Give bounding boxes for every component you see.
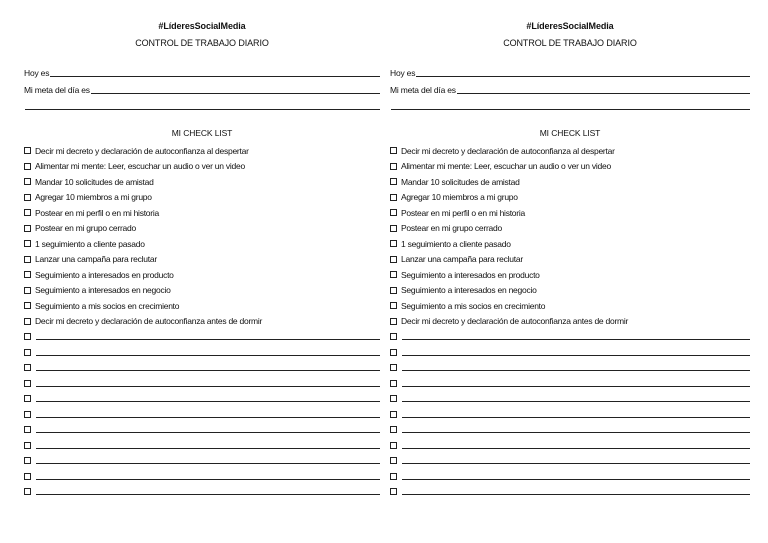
checklist-item[interactable] bbox=[24, 205, 380, 221]
checklist-title: MI CHECK LIST bbox=[539, 128, 601, 138]
blank-checklist-item[interactable] bbox=[390, 329, 750, 345]
goal-label: Mi meta del día es bbox=[390, 85, 456, 95]
checkbox[interactable] bbox=[24, 256, 31, 263]
checkbox[interactable] bbox=[24, 287, 31, 294]
blank-write-line[interactable] bbox=[402, 370, 750, 371]
checklist-item-label: Seguimiento a mis socios en crecimiento bbox=[35, 300, 180, 311]
blank-write-line[interactable] bbox=[402, 401, 750, 402]
checkbox[interactable] bbox=[390, 349, 397, 356]
today-write-line[interactable] bbox=[50, 76, 380, 77]
checkbox[interactable] bbox=[24, 457, 31, 464]
checkbox[interactable] bbox=[390, 163, 397, 170]
checkbox[interactable] bbox=[24, 380, 31, 387]
checkbox[interactable] bbox=[390, 488, 397, 495]
checklist-item-label: Decir mi decreto y declaración de autoconfianza antes de dormir bbox=[401, 316, 629, 327]
checkbox[interactable] bbox=[24, 225, 31, 232]
blank-write-line[interactable] bbox=[402, 339, 750, 340]
checkbox[interactable] bbox=[390, 395, 397, 402]
blank-write-line[interactable] bbox=[402, 386, 750, 387]
checklist-item-label: Mandar 10 solicitudes de amistad bbox=[401, 176, 520, 187]
blank-checklist-item[interactable] bbox=[390, 453, 750, 469]
checklist-item-label: Seguimiento a interesados en producto bbox=[35, 269, 174, 280]
checklist-item-label: Alimentar mi mente: Leer, escuchar un audio o ver un video bbox=[401, 161, 611, 172]
checklist-item[interactable] bbox=[24, 159, 380, 175]
blank-checklist-item[interactable] bbox=[24, 360, 380, 376]
checklist-item[interactable] bbox=[24, 267, 380, 283]
checklist-item[interactable] bbox=[24, 314, 380, 330]
checkbox[interactable] bbox=[390, 194, 397, 201]
checkbox[interactable] bbox=[390, 225, 397, 232]
checklist-item-label: Decir mi decreto y declaración de autoconfianza al despertar bbox=[401, 145, 615, 156]
checkbox[interactable] bbox=[24, 209, 31, 216]
checklist-item-label: Mandar 10 solicitudes de amistad bbox=[35, 176, 154, 187]
checklist-item-label: Seguimiento a interesados en producto bbox=[401, 269, 540, 280]
checkbox[interactable] bbox=[24, 178, 31, 185]
checkbox[interactable] bbox=[390, 318, 397, 325]
checklist bbox=[390, 143, 750, 500]
blank-checklist-item[interactable] bbox=[24, 422, 380, 438]
checkbox[interactable] bbox=[390, 364, 397, 371]
checkbox[interactable] bbox=[24, 426, 31, 433]
checklist-item-label: Alimentar mi mente: Leer, escuchar un audio o ver un video bbox=[35, 161, 245, 172]
goal-write-line[interactable] bbox=[91, 93, 380, 94]
checklist-item[interactable] bbox=[24, 143, 380, 159]
checkbox[interactable] bbox=[390, 442, 397, 449]
blank-write-line[interactable] bbox=[36, 355, 380, 356]
blank-checklist-item[interactable] bbox=[24, 329, 380, 345]
checklist-item[interactable] bbox=[390, 236, 750, 252]
goal-field[interactable] bbox=[24, 83, 380, 95]
blank-checklist-item[interactable] bbox=[390, 407, 750, 423]
checkbox[interactable] bbox=[24, 194, 31, 201]
checklist-item[interactable] bbox=[24, 174, 380, 190]
today-field[interactable] bbox=[390, 66, 750, 78]
checkbox[interactable] bbox=[390, 287, 397, 294]
hashtag-heading: #LíderesSocialMedia bbox=[158, 21, 246, 31]
checklist-item-label: Seguimiento a mis socios en crecimiento bbox=[401, 300, 546, 311]
blank-checklist-item[interactable] bbox=[390, 422, 750, 438]
checkbox[interactable] bbox=[390, 411, 397, 418]
checklist-item-label: Postear en mi grupo cerrado bbox=[35, 223, 136, 234]
checklist-item[interactable] bbox=[390, 190, 750, 206]
checklist-item-label: Decir mi decreto y declaración de autoconfianza al despertar bbox=[35, 145, 249, 156]
checkbox[interactable] bbox=[390, 178, 397, 185]
blank-write-line[interactable] bbox=[402, 432, 750, 433]
checkbox[interactable] bbox=[390, 473, 397, 480]
checklist-item-label: Lanzar una campaña para reclutar bbox=[401, 254, 523, 265]
goal-extra-line[interactable] bbox=[390, 99, 750, 111]
blank-checklist-item[interactable] bbox=[390, 376, 750, 392]
checklist-item[interactable] bbox=[390, 267, 750, 283]
checklist-title: MI CHECK LIST bbox=[171, 128, 233, 138]
checkbox[interactable] bbox=[390, 147, 397, 154]
checklist-item-label: Lanzar una campaña para reclutar bbox=[35, 254, 157, 265]
checkbox[interactable] bbox=[24, 318, 31, 325]
checkbox[interactable] bbox=[24, 349, 31, 356]
checkbox[interactable] bbox=[24, 473, 31, 480]
checkbox[interactable] bbox=[390, 380, 397, 387]
checklist-item[interactable] bbox=[390, 314, 750, 330]
checklist-item[interactable] bbox=[390, 143, 750, 159]
blank-write-line[interactable] bbox=[36, 370, 380, 371]
checkbox[interactable] bbox=[24, 395, 31, 402]
checklist-item-label: 1 seguimiento a cliente pasado bbox=[35, 238, 145, 249]
blank-write-line[interactable] bbox=[36, 339, 380, 340]
blank-checklist-item[interactable] bbox=[24, 376, 380, 392]
sheet-left bbox=[24, 0, 380, 543]
checkbox[interactable] bbox=[390, 240, 397, 247]
goal-field[interactable] bbox=[390, 83, 750, 95]
checkbox[interactable] bbox=[24, 147, 31, 154]
blank-write-line[interactable] bbox=[36, 479, 380, 480]
checklist-item[interactable] bbox=[24, 236, 380, 252]
checkbox[interactable] bbox=[24, 333, 31, 340]
blank-checklist-item[interactable] bbox=[390, 391, 750, 407]
blank-checklist-item[interactable] bbox=[24, 407, 380, 423]
checkbox[interactable] bbox=[390, 457, 397, 464]
goal-write-line-2[interactable] bbox=[391, 109, 750, 110]
blank-checklist-item[interactable] bbox=[24, 345, 380, 361]
checklist-item-label: Decir mi decreto y declaración de autoconfianza antes de dormir bbox=[35, 316, 263, 327]
blank-write-line[interactable] bbox=[402, 417, 750, 418]
blank-checklist-item[interactable] bbox=[390, 484, 750, 500]
checkbox[interactable] bbox=[390, 333, 397, 340]
blank-checklist-item[interactable] bbox=[390, 438, 750, 454]
checkbox[interactable] bbox=[24, 442, 31, 449]
checklist-item[interactable] bbox=[390, 174, 750, 190]
blank-checklist-item[interactable] bbox=[390, 469, 750, 485]
checklist-item[interactable] bbox=[390, 283, 750, 299]
checkbox[interactable] bbox=[24, 364, 31, 371]
checklist-item[interactable] bbox=[390, 298, 750, 314]
blank-write-line[interactable] bbox=[402, 448, 750, 449]
blank-checklist-item[interactable] bbox=[24, 453, 380, 469]
checkbox[interactable] bbox=[24, 302, 31, 309]
checkbox[interactable] bbox=[390, 426, 397, 433]
checklist-item-label: Seguimiento a interesados en negocio bbox=[35, 285, 171, 296]
checklist-item[interactable] bbox=[390, 252, 750, 268]
checklist-item[interactable] bbox=[390, 205, 750, 221]
blank-write-line[interactable] bbox=[36, 448, 380, 449]
checkbox[interactable] bbox=[24, 488, 31, 495]
checklist-item-label: Agregar 10 miembros a mi grupo bbox=[35, 192, 152, 203]
checklist-item-label: Agregar 10 miembros a mi grupo bbox=[401, 192, 518, 203]
checklist-item-label: Postear en mi perfil o en mi historia bbox=[35, 207, 159, 218]
checkbox[interactable] bbox=[390, 271, 397, 278]
today-label: Hoy es bbox=[24, 68, 50, 78]
checklist-item[interactable] bbox=[24, 283, 380, 299]
blank-checklist-item[interactable] bbox=[390, 345, 750, 361]
blank-write-line[interactable] bbox=[36, 432, 380, 433]
page-title: CONTROL DE TRABAJO DIARIO bbox=[135, 38, 269, 48]
goal-write-line[interactable] bbox=[457, 93, 750, 94]
checkbox[interactable] bbox=[390, 302, 397, 309]
blank-write-line[interactable] bbox=[402, 479, 750, 480]
today-label: Hoy es bbox=[390, 68, 416, 78]
today-write-line[interactable] bbox=[416, 76, 750, 77]
checklist-item[interactable] bbox=[24, 252, 380, 268]
blank-write-line[interactable] bbox=[36, 401, 380, 402]
hashtag-heading: #LíderesSocialMedia bbox=[526, 21, 614, 31]
blank-write-line[interactable] bbox=[402, 463, 750, 464]
today-field[interactable] bbox=[24, 66, 380, 78]
blank-checklist-item[interactable] bbox=[24, 484, 380, 500]
checklist-item-label: 1 seguimiento a cliente pasado bbox=[401, 238, 511, 249]
checklist-item[interactable] bbox=[24, 298, 380, 314]
checklist-item-label: Seguimiento a interesados en negocio bbox=[401, 285, 537, 296]
blank-checklist-item[interactable] bbox=[24, 391, 380, 407]
goal-label: Mi meta del día es bbox=[24, 85, 90, 95]
page-title: CONTROL DE TRABAJO DIARIO bbox=[503, 38, 637, 48]
blank-checklist-item[interactable] bbox=[390, 360, 750, 376]
checkbox[interactable] bbox=[24, 271, 31, 278]
blank-write-line[interactable] bbox=[36, 494, 380, 495]
checklist-item-label: Postear en mi perfil o en mi historia bbox=[401, 207, 525, 218]
blank-write-line[interactable] bbox=[36, 386, 380, 387]
checkbox[interactable] bbox=[390, 209, 397, 216]
checklist-item[interactable] bbox=[390, 221, 750, 237]
checkbox[interactable] bbox=[390, 256, 397, 263]
checkbox[interactable] bbox=[24, 240, 31, 247]
goal-extra-line[interactable] bbox=[24, 99, 380, 111]
checklist-item[interactable] bbox=[24, 190, 380, 206]
checklist-item[interactable] bbox=[24, 221, 380, 237]
sheet-right bbox=[390, 0, 750, 543]
blank-write-line[interactable] bbox=[36, 463, 380, 464]
checkbox[interactable] bbox=[24, 411, 31, 418]
checklist-item-label: Postear en mi grupo cerrado bbox=[401, 223, 502, 234]
goal-write-line-2[interactable] bbox=[25, 109, 380, 110]
blank-checklist-item[interactable] bbox=[24, 438, 380, 454]
checklist bbox=[24, 143, 380, 500]
blank-checklist-item[interactable] bbox=[24, 469, 380, 485]
blank-write-line[interactable] bbox=[402, 494, 750, 495]
checkbox[interactable] bbox=[24, 163, 31, 170]
blank-write-line[interactable] bbox=[36, 417, 380, 418]
checklist-item[interactable] bbox=[390, 159, 750, 175]
blank-write-line[interactable] bbox=[402, 355, 750, 356]
